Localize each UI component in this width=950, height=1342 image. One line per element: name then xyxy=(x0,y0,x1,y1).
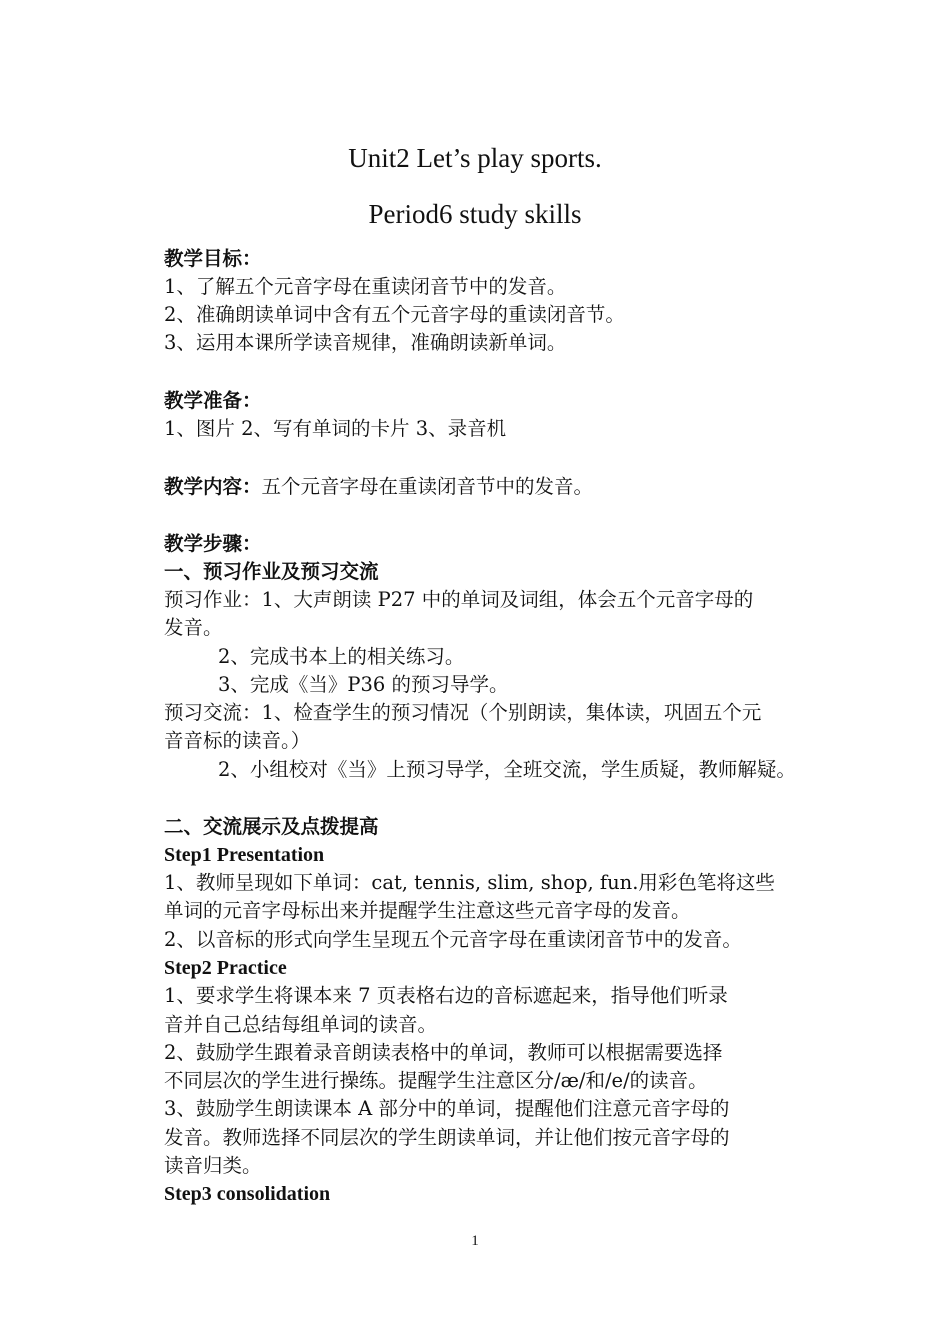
content-label: 教学内容： xyxy=(164,475,262,498)
objective-item: 2、准确朗读单词中含有五个元音字母的重读闭音节。 xyxy=(164,303,625,326)
section1-line: 3、完成《当》P36 的预习导学。 xyxy=(218,673,509,696)
section1-line: 预习作业：1、大声朗读 P27 中的单词及词组，体会五个元音字母的 xyxy=(164,588,754,611)
document-title: Unit2 Let’s play sports. xyxy=(348,143,602,173)
objective-item: 3、运用本课所学读音规律，准确朗读新单词。 xyxy=(164,331,567,354)
section1-line: 2、小组校对《当》上预习导学，全班交流，学生质疑，教师解疑。 xyxy=(218,758,796,781)
section1-line: 音音标的读音。） xyxy=(164,729,311,752)
step2-line: 2、鼓励学生跟着录音朗读表格中的单词，教师可以根据需要选择 xyxy=(164,1041,723,1064)
objectives-heading: 教学目标： xyxy=(164,247,262,270)
section2-heading: 二、交流展示及点拨提高 xyxy=(164,815,379,838)
step2-line: 发音。教师选择不同层次的学生朗读单词，并让他们按元音字母的 xyxy=(164,1126,730,1149)
step2-line: 不同层次的学生进行操练。提醒学生注意区分/æ/和/e/的读音。 xyxy=(164,1069,708,1092)
section1-line: 2、完成书本上的相关练习。 xyxy=(218,645,465,668)
section1-line: 发音。 xyxy=(164,616,223,639)
document-subtitle: Period6 study skills xyxy=(368,199,582,229)
step2-heading: Step2 Practice xyxy=(164,957,287,979)
section1-heading: 一、预习作业及预习交流 xyxy=(164,560,379,583)
step1-line: 2、以音标的形式向学生呈现五个元音字母在重读闭音节中的发音。 xyxy=(164,928,742,951)
content-text: 五个元音字母在重读闭音节中的发音。 xyxy=(261,475,594,498)
step2-line: 音并自己总结每组单词的读音。 xyxy=(164,1013,438,1036)
page-number: 1 xyxy=(471,1233,479,1249)
objective-item: 1、了解五个元音字母在重读闭音节中的发音。 xyxy=(164,275,567,298)
prep-items: 1、图片 2、写有单词的卡片 3、录音机 xyxy=(164,417,507,440)
step2-line: 1、要求学生将课本来 7 页表格右边的音标遮起来，指导他们听录 xyxy=(164,984,728,1007)
step1-line: 单词的元音字母标出来并提醒学生注意这些元音字母的发音。 xyxy=(164,899,691,922)
content-line xyxy=(164,473,593,501)
step1-heading: Step1 Presentation xyxy=(164,844,325,866)
prep-heading: 教学准备： xyxy=(164,389,262,412)
steps-heading: 教学步骤： xyxy=(164,532,262,555)
step2-line: 3、鼓励学生朗读课本 A 部分中的单词，提醒他们注意元音字母的 xyxy=(164,1097,730,1120)
step3-heading: Step3 consolidation xyxy=(164,1183,331,1205)
step1-line: 1、教师呈现如下单词：cat, tennis, slim, shop, fun.用彩色笔将这些 xyxy=(164,871,775,894)
step2-line: 读音归类。 xyxy=(164,1154,262,1177)
section1-line: 预习交流：1、检查学生的预习情况（个别朗读，集体读，巩固五个元 xyxy=(164,701,762,724)
